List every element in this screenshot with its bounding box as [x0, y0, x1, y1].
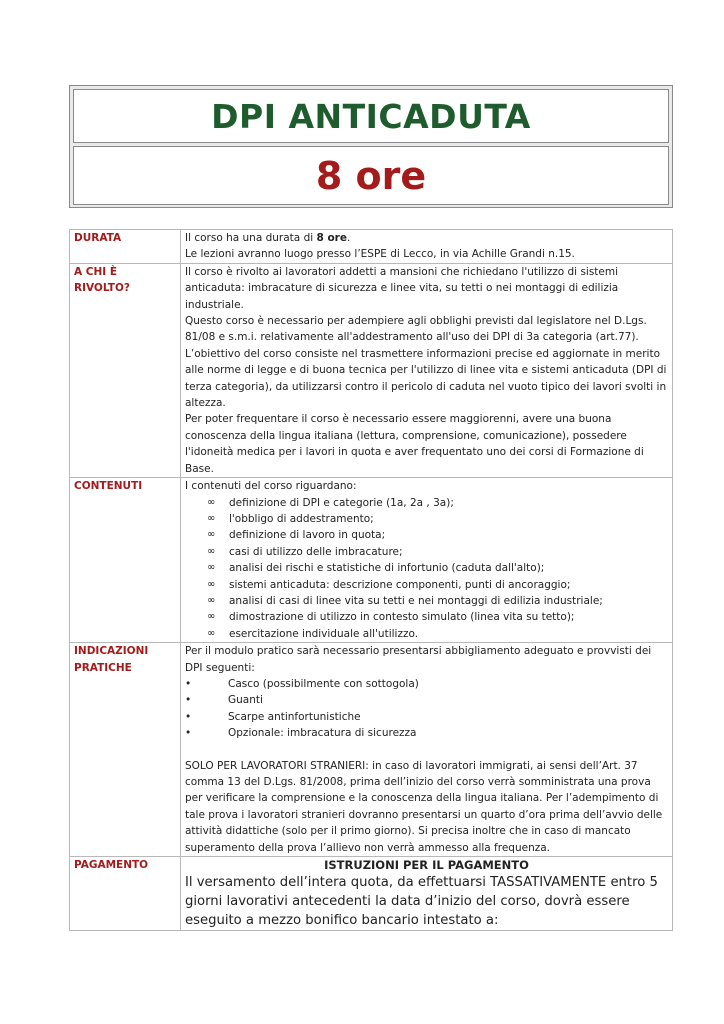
label-durata: DURATA	[70, 230, 181, 264]
durata-line-1: Il corso ha una durata di 8 ore.	[185, 232, 351, 244]
bullet-icon: •	[185, 694, 192, 707]
rivolto-paragraph-4: Per poter frequentare il corso è necessario essere maggiorenni, avere una buona conoscenza della lingua italiana (lettura, comprensione, comunicazione), possedere l'idoneità medica per i lavori in quota e aver frequentato uno dei corsi di Formazione di Base.	[185, 413, 644, 475]
list-item: ∞ sistemi anticaduta: descrizione componenti, punti di ancoraggio;	[207, 577, 668, 593]
list-item: ∞ casi di utilizzo delle imbracature;	[207, 544, 668, 560]
infinity-bullet-icon: ∞	[207, 496, 216, 508]
payment-text: Il versamento dell’intera quota, da effettuarsi TASSATIVAMENTE entro 5 giorni lavorativi antecedenti la data d’inizio del corso, dovrà essere eseguito a mezzo bonifico bancario intestato a:	[185, 875, 658, 929]
label-pagamento: PAGAMENTO	[70, 857, 181, 931]
bullet-icon: •	[185, 727, 192, 740]
label-contenuti: CONTENUTI	[70, 478, 181, 643]
infinity-bullet-icon: ∞	[207, 562, 216, 574]
list-item: ∞ definizione di lavoro in quota;	[207, 527, 668, 543]
list-item: • Opzionale: imbracatura di sicurezza	[185, 725, 668, 741]
list-item: ∞ dimostrazione di utilizzo in contesto simulato (linea vita su tetto);	[207, 609, 668, 625]
infinity-bullet-icon: ∞	[207, 529, 216, 541]
row-durata	[70, 230, 673, 264]
list-item: • Casco (possibilmente con sottogola)	[185, 676, 668, 692]
list-item: • Scarpe antinfortunistiche	[185, 709, 668, 725]
infinity-bullet-icon: ∞	[207, 594, 216, 606]
list-item: ∞ definizione di DPI e categorie (1a, 2a , 3a);	[207, 495, 668, 511]
payment-heading: ISTRUZIONI PER IL PAGAMENTO	[324, 858, 529, 873]
dpi-list	[185, 676, 668, 742]
label-rivolto: A CHI È RIVOLTO?	[70, 263, 181, 477]
row-rivolto	[70, 263, 673, 477]
infinity-bullet-icon: ∞	[207, 578, 216, 590]
content-indicazioni	[181, 643, 673, 857]
label-indicazioni: INDICAZIONI PRATICHE	[70, 643, 181, 857]
content-durata	[181, 230, 673, 264]
content-rivolto	[181, 263, 673, 477]
row-contenuti	[70, 478, 673, 643]
title-box	[73, 89, 669, 143]
title-block	[69, 85, 673, 208]
durata-line-2: Le lezioni avranno luogo presso l’ESPE di Lecco, in via Achille Grandi n.15.	[185, 248, 575, 261]
contenuti-list	[185, 495, 668, 643]
infinity-bullet-icon: ∞	[207, 611, 216, 623]
contenuti-intro: I contenuti del corso riguardano:	[185, 480, 357, 493]
indicazioni-intro: Per il modulo pratico sarà necessario presentarsi abbigliamento adeguato e provvisti dei DPI seguenti:	[185, 645, 652, 674]
content-contenuti	[181, 478, 673, 643]
list-item: ∞ esercitazione individuale all'utilizzo.	[207, 626, 668, 642]
document-subtitle: 8 ore	[315, 153, 427, 198]
row-indicazioni	[70, 643, 673, 857]
rivolto-paragraph-2: Questo corso è necessario per adempiere agli obblighi previsti dal legislatore nel D.Lgs. 81/08 e s.m.i. relativamente all'addestramento all'uso dei DPI di 3a categoria (art.77).	[185, 315, 647, 344]
rivolto-paragraph-3: L’obiettivo del corso consiste nel trasmettere informazioni precise ed aggiornate in merito alle norme di legge e di buona tecnica per l'utilizzo di linee vita e sistemi anticaduta (DPI di terza categoria), da utilizzarsi contro il pericolo di caduta nel vuoto tipico dei lavori svolti in altezza.	[185, 347, 667, 410]
infinity-bullet-icon: ∞	[207, 545, 216, 557]
list-item: ∞ analisi dei rischi e statistiche di infortunio (caduta dall'alto);	[207, 560, 668, 576]
infinity-bullet-icon: ∞	[207, 512, 216, 524]
bullet-icon: •	[185, 677, 192, 690]
content-pagamento	[181, 857, 673, 931]
row-pagamento	[70, 857, 673, 931]
list-item: ∞ l'obbligo di addestramento;	[207, 511, 668, 527]
list-item: • Guanti	[185, 692, 668, 708]
spacer	[185, 742, 668, 758]
bullet-icon: •	[185, 710, 192, 723]
course-info-table	[69, 229, 673, 931]
document-title: DPI ANTICADUTA	[211, 96, 531, 136]
infinity-bullet-icon: ∞	[207, 627, 216, 639]
list-item: ∞ analisi di casi di linee vita su tetti e nei montaggi di edilizia industriale;	[207, 593, 668, 609]
rivolto-paragraph-1: Il corso è rivolto ai lavoratori addetti a mansioni che richiedano l'utilizzo di sistemi anticaduta: imbracature di sicurezza e linee vita, su tetti o nei montaggi di edilizia industriale.	[185, 265, 619, 311]
subtitle-box	[73, 146, 669, 205]
stranieri-paragraph: SOLO PER LAVORATORI STRANIERI: in caso di lavoratori immigrati, ai sensi dell’Art. 37 comma 13 del D.Lgs. 81/2008, prima dell’inizio del corso verrà somministrata una prova per verificare la comprensione e la conoscenza della lingua italiana. Per l’adempimento di tale prova i lavoratori stranieri dovranno presentarsi un quarto d’ora prima dell’avvio delle attività didattiche (solo per il primo giorno). Si precisa inoltre che in caso di mancato superamento della prova l’allievo non verrà ammesso alla frequenza.	[185, 759, 663, 854]
